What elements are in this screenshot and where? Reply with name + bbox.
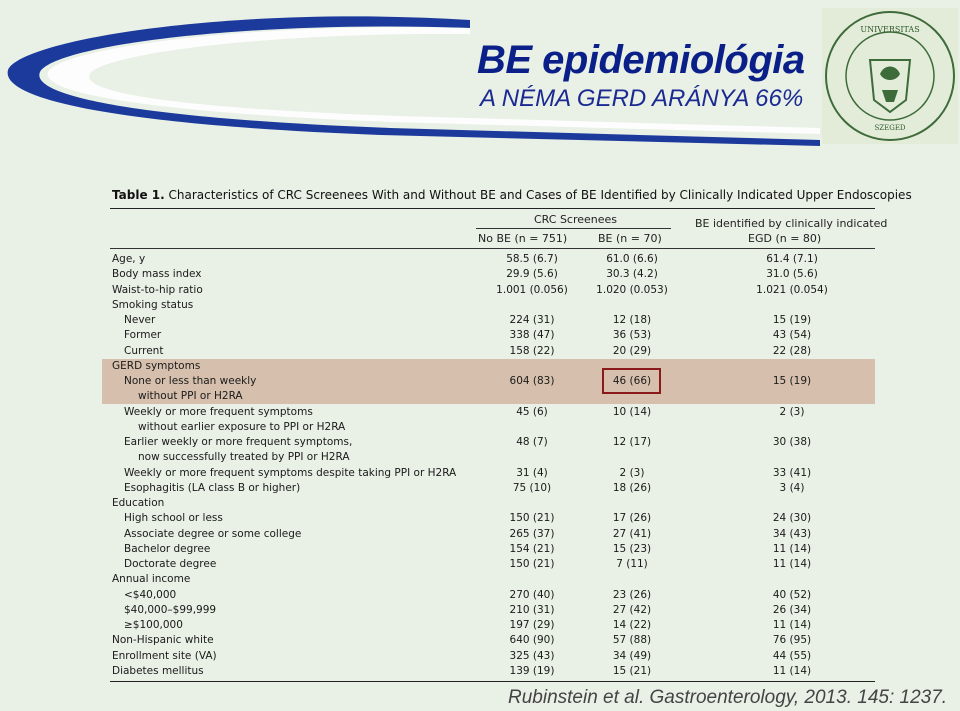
cell-c1: 31 (4) [516, 466, 548, 479]
cell-c2: 27 (42) [612, 603, 652, 616]
table-row [112, 314, 882, 329]
cell-c1: 45 (6) [516, 405, 548, 418]
cell-c1: 224 (31) [509, 314, 555, 326]
row-label: Bachelor degree [124, 542, 211, 555]
table-row [112, 528, 882, 543]
row-label: Never [124, 314, 156, 326]
cell-c2: 15 (23) [612, 542, 652, 555]
table-row [112, 284, 882, 299]
cell-c2: 36 (53) [612, 329, 652, 342]
table-row [112, 497, 882, 512]
col-header-no-be: No BE (n = 751) [478, 232, 568, 245]
cell-c3: 3 (4) [779, 481, 805, 494]
row-label: Diabetes mellitus [112, 664, 204, 677]
cell-c1: 1.001 (0.056) [496, 283, 568, 296]
cell-c2: 20 (29) [612, 344, 652, 357]
table-row [112, 512, 882, 527]
table-row [112, 390, 882, 405]
citation: Rubinstein et al. Gastroenterology, 2013. 145: 1237. [508, 687, 948, 708]
cell-c3: 2 (3) [779, 405, 805, 418]
table-row [112, 619, 882, 634]
table-row [112, 329, 882, 344]
table-row [112, 451, 882, 466]
cell-c2: 7 (11) [616, 558, 648, 570]
row-label: Enrollment site (VA) [112, 649, 217, 662]
cell-c2: 30.3 (4.2) [606, 268, 658, 281]
table-row [112, 482, 882, 497]
table-row [112, 268, 882, 283]
svg-text:SZEGED: SZEGED [874, 124, 906, 132]
cell-c3: 11 (14) [772, 664, 812, 677]
cell-c3: 76 (95) [772, 634, 812, 647]
cell-c2: 61.0 (6.6) [606, 253, 658, 265]
table-top-rule [110, 208, 875, 209]
col-header-egd-line1: BE identified by clinically indicated [695, 217, 888, 230]
table-row [112, 604, 882, 619]
row-label: None or less than weekly [124, 375, 257, 387]
cell-c3: 40 (52) [772, 588, 812, 601]
table-row [112, 345, 882, 360]
cell-c2: 23 (26) [612, 588, 652, 601]
table-row [112, 634, 882, 649]
row-label: Annual income [112, 573, 191, 586]
cell-c1: 29.9 (5.6) [506, 268, 558, 281]
cell-c1: 338 (47) [509, 329, 555, 342]
row-label: Weekly or more frequent symptoms despite taking PPI or H2RA [124, 466, 457, 479]
table-row [112, 421, 882, 436]
cell-c3: 44 (55) [772, 649, 812, 662]
table-row [112, 665, 882, 680]
svg-text:UNIVERSITAS: UNIVERSITAS [860, 25, 920, 34]
cell-c1: 154 (21) [509, 542, 555, 555]
row-label: without PPI or H2RA [138, 390, 243, 403]
row-label: GERD symptoms [112, 359, 201, 372]
cell-c2: 27 (41) [612, 527, 652, 540]
row-label: $40,000–$99,999 [124, 603, 217, 616]
cell-c1: 640 (90) [509, 634, 555, 647]
table-row [112, 543, 882, 558]
table-row [112, 360, 882, 375]
cell-c2: 15 (21) [612, 664, 652, 677]
row-label: Esophagitis (LA class B or higher) [124, 481, 301, 494]
table-caption-text: Characteristics of CRC Screenees With and Without BE and Cases of BE Identified by Clinically Indicated Upper Endoscopies [168, 188, 912, 202]
cell-c1: 210 (31) [509, 603, 555, 616]
cell-c1: 58.5 (6.7) [506, 253, 558, 265]
cell-c2: 17 (26) [612, 512, 652, 525]
cell-c1: 48 (7) [516, 436, 548, 448]
university-seal-logo [822, 8, 958, 144]
cell-c1: 139 (19) [509, 664, 555, 677]
cell-c3: 34 (43) [772, 527, 812, 540]
cell-c2: 14 (22) [612, 619, 652, 631]
header-bottom-rule [110, 248, 875, 249]
cell-c1: 150 (21) [509, 512, 555, 525]
row-label: Former [124, 329, 162, 342]
cell-c3: 1.021 (0.054) [756, 283, 828, 296]
row-label: Weekly or more frequent symptoms [124, 405, 313, 418]
cell-c2: 34 (49) [612, 649, 652, 662]
cell-c2: 18 (26) [612, 481, 652, 494]
table-row [112, 650, 882, 665]
cell-c2: 12 (17) [612, 436, 652, 448]
cell-c3: 30 (38) [772, 436, 812, 448]
cell-c1: 265 (37) [509, 527, 555, 540]
table-row [112, 406, 882, 421]
col-header-be: BE (n = 70) [598, 232, 662, 245]
cell-c1: 270 (40) [509, 588, 555, 601]
slide-subtitle: A NÉMA GERD ARÁNYA 66% [480, 85, 804, 112]
row-label: Non-Hispanic white [112, 634, 214, 647]
table-row [112, 299, 882, 314]
cell-c1: 604 (83) [509, 375, 555, 387]
cell-c2: 46 (66) [612, 375, 652, 387]
cell-c3: 24 (30) [772, 512, 812, 525]
col-header-egd-line2: EGD (n = 80) [748, 232, 822, 245]
cell-c3: 11 (14) [772, 542, 812, 555]
group-header-crc: CRC Screenees [534, 213, 618, 226]
row-label: now successfully treated by PPI or H2RA [138, 451, 350, 464]
cell-c3: 33 (41) [772, 466, 812, 479]
table-row [112, 253, 882, 268]
cell-c3: 15 (19) [772, 375, 812, 387]
table-row [112, 573, 882, 588]
row-label: Body mass index [112, 268, 202, 281]
row-label: <$40,000 [124, 588, 177, 601]
cell-c3: 11 (14) [772, 619, 812, 631]
cell-c2: 2 (3) [619, 466, 645, 479]
row-label: High school or less [124, 512, 223, 525]
cell-c3: 31.0 (5.6) [766, 268, 818, 281]
row-label: Doctorate degree [124, 558, 217, 570]
cell-c3: 43 (54) [772, 329, 812, 342]
cell-c1: 75 (10) [512, 481, 552, 494]
row-label: without earlier exposure to PPI or H2RA [138, 420, 346, 433]
row-label: Associate degree or some college [124, 527, 302, 540]
table-number: Table 1. [112, 188, 165, 202]
cell-c2: 57 (88) [612, 634, 652, 647]
cell-c3: 15 (19) [772, 314, 812, 326]
cell-c2: 1.020 (0.053) [596, 283, 668, 296]
row-label: ≥$100,000 [124, 619, 183, 631]
row-label: Current [124, 344, 164, 357]
cell-c1: 197 (29) [509, 619, 555, 631]
cell-c1: 325 (43) [509, 649, 555, 662]
cell-c3: 26 (34) [772, 603, 812, 616]
be-silent-gerd-highlight [602, 368, 661, 394]
cell-c3: 11 (14) [772, 558, 812, 570]
table-row [112, 467, 882, 482]
cell-c3: 61.4 (7.1) [766, 253, 818, 265]
table-caption [112, 188, 912, 202]
cell-c2: 10 (14) [612, 405, 652, 418]
row-label: Waist-to-hip ratio [112, 283, 203, 296]
cell-c2: 12 (18) [612, 314, 652, 326]
table-row [112, 375, 882, 390]
table-row [112, 589, 882, 604]
cell-c3: 22 (28) [772, 344, 812, 357]
table-row [112, 436, 882, 451]
slide-title: BE epidemiológia [477, 38, 805, 82]
cell-c1: 158 (22) [509, 344, 555, 357]
row-label: Age, y [112, 253, 146, 265]
cell-c1: 150 (21) [509, 558, 555, 570]
table-bottom-rule [110, 681, 875, 682]
row-label: Smoking status [112, 298, 194, 311]
group-header-rule [476, 228, 671, 229]
row-label: Earlier weekly or more frequent symptoms, [124, 436, 353, 448]
row-label: Education [112, 497, 165, 509]
table-row [112, 558, 882, 573]
